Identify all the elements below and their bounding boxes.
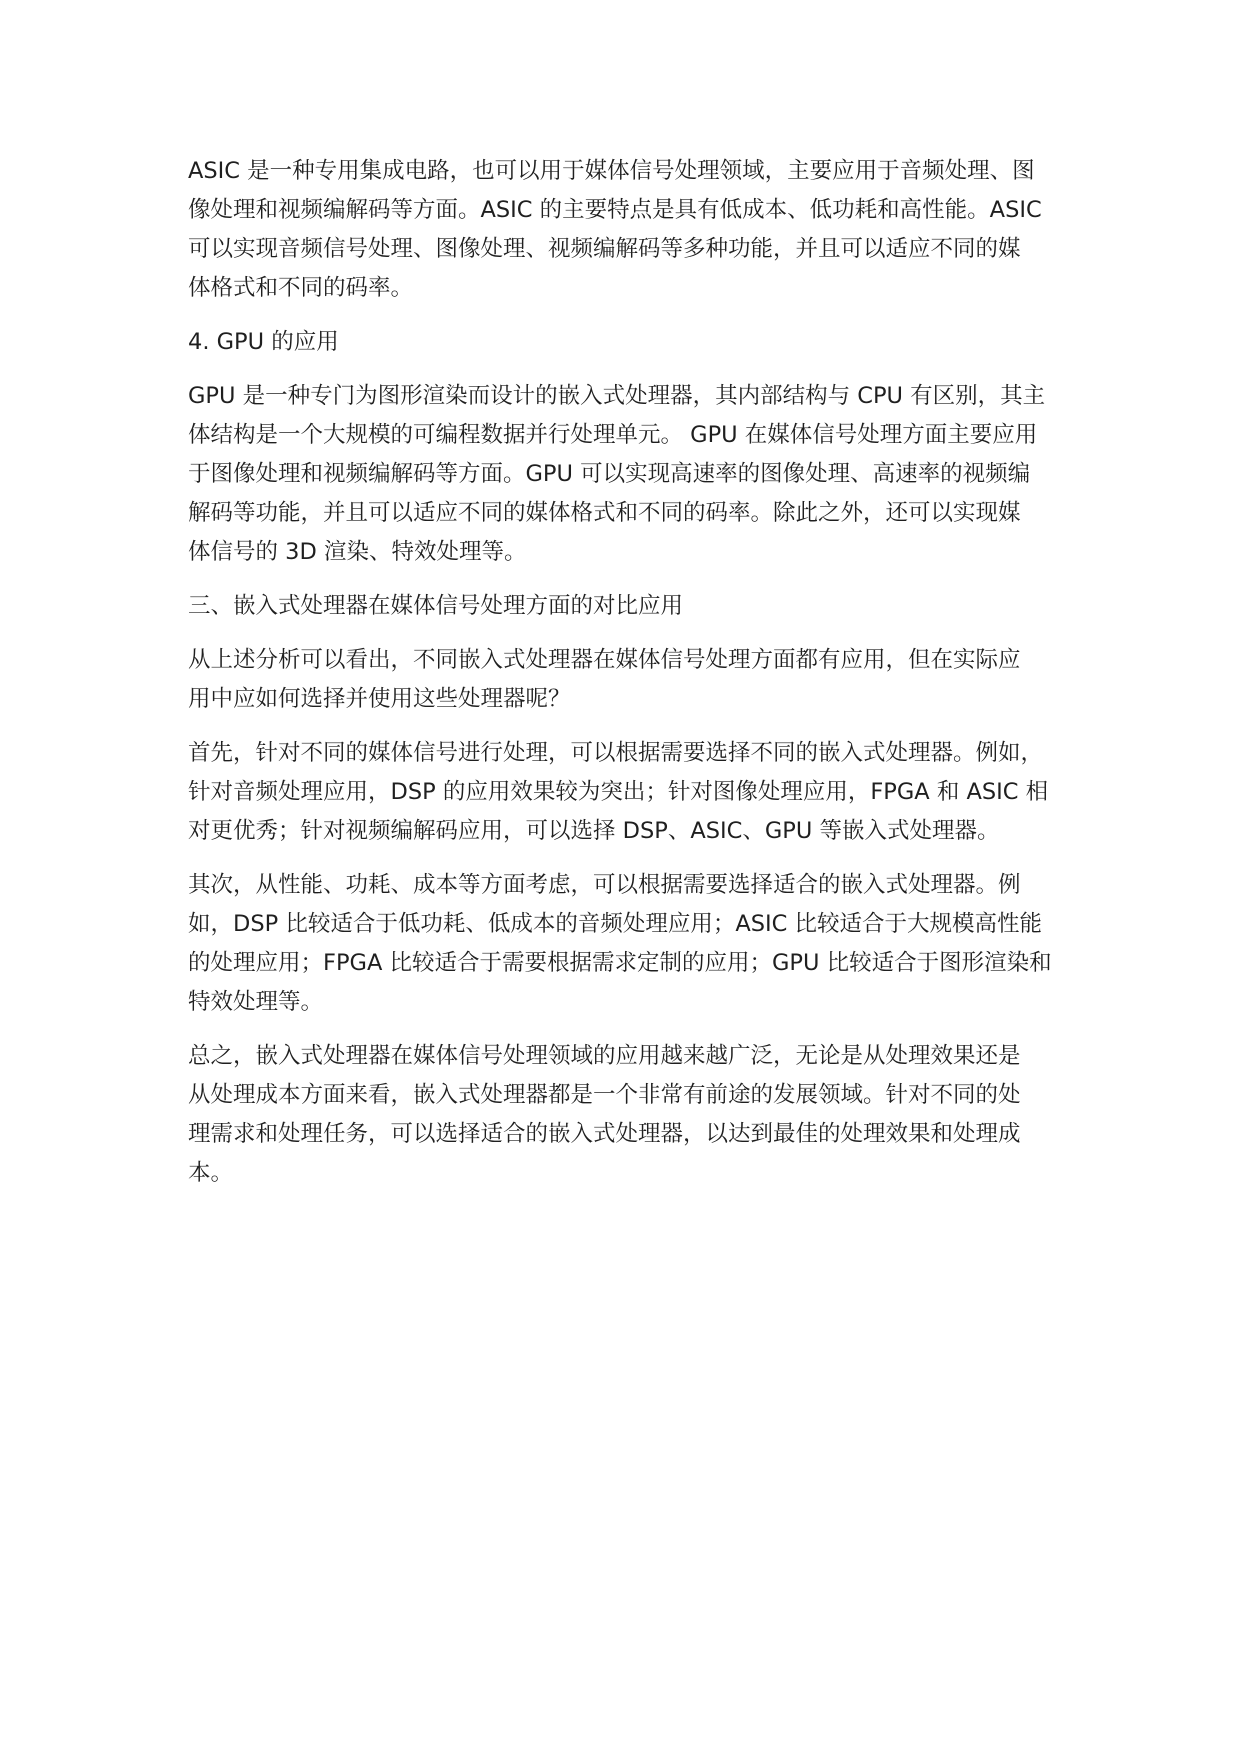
paragraph-gpu: GPU 是一种专门为图形渲染而设计的嵌入式处理器，其内部结构与 CPU 有区别，其主 体结构是一个大规模的可编程数据并行处理单元。 GPU 在媒体信号处理方面主要应用 于图像处理和视频编解码等方面。GPU 可以实现高速率的图像处理、高速率的视频编 解码等功能，并且可以适应不同的媒体格式和不同的码率。除此之外，还可以实现媒 体信号的 3D 渲染、特效处理等。 bbox=[188, 383, 1046, 565]
section-heading-comparison: 三、嵌入式处理器在媒体信号处理方面的对比应用 bbox=[188, 593, 684, 619]
paragraph-asic: ASIC 是一种专用集成电路，也可以用于媒体信号处理领域，主要应用于音频处理、图 像处理和视频编解码等方面。ASIC 的主要特点是具有低成本、低功耗和高性能。ASIC 可以实现音频信号处理、图像处理、视频编解码等多种功能，并且可以适应不同的媒 体格式和不同的码率。 bbox=[188, 158, 1042, 301]
paragraph-conclusion: 总之，嵌入式处理器在媒体信号处理领域的应用越来越广泛，无论是从处理效果还是 从处理成本方面来看，嵌入式处理器都是一个非常有前途的发展领域。针对不同的处 理需求和处理任务，可以选择适合的嵌入式处理器，以达到最佳的处理效果和处理成 本。 bbox=[188, 1043, 1021, 1186]
paragraph-first: 首先，针对不同的媒体信号进行处理，可以根据需要选择不同的嵌入式处理器。例如， 针对音频处理应用，DSP 的应用效果较为突出；针对图像处理应用，FPGA 和 ASIC 相 对更优秀；针对视频编解码应用，可以选择 DSP、ASIC、GPU 等嵌入式处理器。 bbox=[188, 740, 1049, 844]
document-body bbox=[188, 152, 1088, 1208]
paragraph-second: 其次，从性能、功耗、成本等方面考虑，可以根据需要选择适合的嵌入式处理器。例 如，DSP 比较适合于低功耗、低成本的音频处理应用；ASIC 比较适合于大规模高性能 的处理应用；FPGA 比较适合于需要根据需求定制的应用；GPU 比较适合于图形渲染和 特效处理等。 bbox=[188, 872, 1052, 1015]
section-heading-gpu: 4. GPU 的应用 bbox=[188, 329, 339, 355]
paragraph-intro-question: 从上述分析可以看出，不同嵌入式处理器在媒体信号处理方面都有应用，但在实际应 用中应如何选择并使用这些处理器呢？ bbox=[188, 647, 1021, 712]
